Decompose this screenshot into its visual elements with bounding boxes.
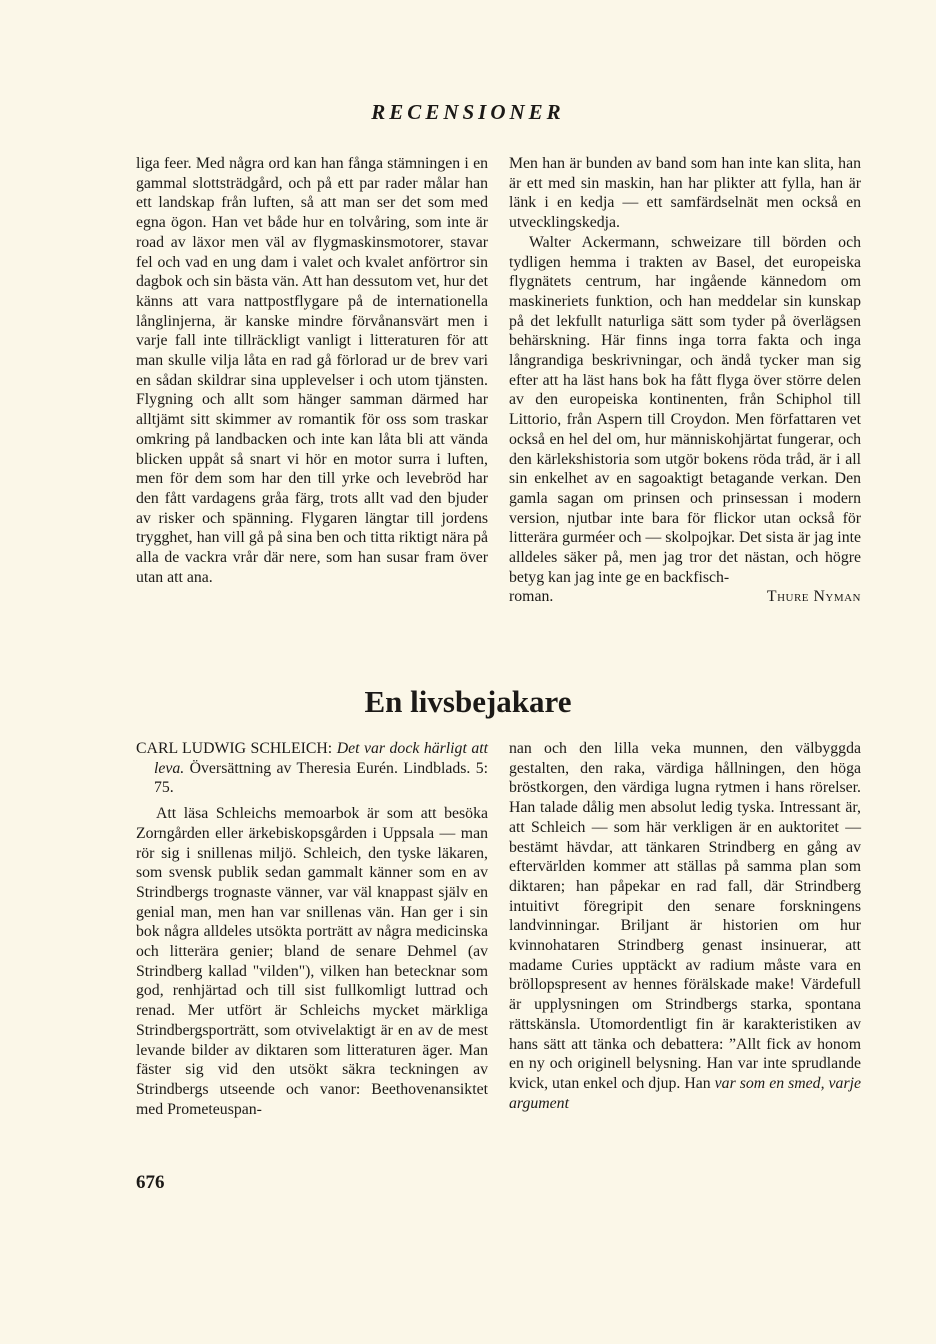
review2-right-column: [509, 739, 861, 1113]
book-title: Det var dock härligt att leva.: [154, 740, 489, 777]
review1-signature-line: [509, 587, 861, 607]
review2-right-paragraph: [509, 739, 861, 1113]
article-title: En livsbejakare: [364, 684, 572, 719]
review1-right-paragraph-1: Men han är bunden av band som han inte kan slita, han är ett med sin maskin, han har plikter att fylla, han är länk i en kedja — ett samfärdselnät men också en utvecklingskedja.: [509, 155, 861, 232]
book-details: Översättning av Theresia Eurén. Lindblads. 5: 75.: [154, 759, 488, 797]
review1-right-column: [509, 154, 861, 607]
running-head: RECENSIONER: [371, 100, 565, 124]
review1-left-column: [136, 154, 488, 587]
review2-right-text: nan och den lilla veka munnen, den välbyggda gestalten, den raka, värdiga hållningen, den höga bröstkorgen, den värdiga lugna rytmen i hans rörelser. Han talade dålig men absolut ledig tyska. Intressant är, att Schleich — som här verkligen är en auktoritet — bestämt hävdar, att tänkaren Strindberg en gång av eftervärlden kommer att ställas på samma plan som diktaren; han påpekar en rad fall, där Strindberg intuitivt föregripit den senare forskningens landvinningar. Briljant är historien om hur kvinnohataren Strindberg genast insinuerar, att madame Curies upptäckt av radium måste vara en bröllopspresent av hennes förälskade make! Värdefull är upplysningen om Strindbergs starka, spontana rättskänsla. Utomordentligt fin är karakteristiken av hans sätt att tänka och debattera: ”Allt fick av honom en ny och originell belysning. Han var inte sprudlande kvick, utan enkel och djup. Han: [509, 740, 861, 1092]
review1-right-paragraph-2: Walter Ackermann, schweizare till börden och tydligen hemma i trakten av Basel, det europeiska flygnätets centrum, har ingående kännedom om maskineriets funktion, och han meddelar sin kunskap på det lekfullt naturliga sätt som tyder på överlägsen behärskning. Här finns inga torra fakta och inga långrandiga beskrivningar, och ändå tycker man sig efter att ha läst hans bok ha fått flyga över större delen av den europeiska kontinenten, från Schiphol till Littorio, från Aspern till Croydon. Men författaren vet också en hel del om, hur människohjärtat fungerar, och den kärlekshistoria som utgör bokens röda tråd, är i all sin enkelhet av en sagoaktigt betagande verkan. Den gamla sagan om prinsen och prinsessan i modern version, njutbar inte bara för flickor utan också för litterära gurméer och — skolpojkar. Det sista är jag inte alldeles säker på, men jag tror det nästan, och högre betyg kan jag inte ge en backfisch-: [509, 233, 861, 586]
review2-right-italic-text: var som en smed, varje argument: [509, 1074, 861, 1112]
review1-left-paragraph: liga feer. Med några ord kan han fånga stämningen i en gammal slottsträdgård, och på ett par rader målar han ett landskap från luften, så att man ser det som med egna ögon. Han vet både hur en tolvåring, som inte är road av läxor men väl av flygmaskinsmotorer, stavar fel och vad en ung dam i valet och kvalet anförtror sin dagbok och sin bästa vän. Att han dessutom vet, hur det känns att vara nattpostflygare på de internationella långlinjerna, är kanske mindre förvånansvärt men i varje fall inte tillräckligt vanligt i litteraturen för att man skulle vilja låta en rad gå förlorad ur de brev vari en sådan skildrar sina upplevelser i och utom tjänsten. Flygning och allt som hänger samman därmed har alltjämt sitt skimmer av romantik för oss som traskar omkring på landbacken och inte kan låta bli att vända blicken uppåt så snart vi hör en motor surra i luften, men för dem som har den till yrke och levebröd har den fått vardagens gråa färg, trots allt vad den bjuder av risker och spänning. Flygaren längtar till jordens trygghet, han vill gå på sina ben och titta riktigt nära på alla de vackra vrår där nere, som han susar fram över utan att ana.: [136, 155, 488, 586]
book-author: CARL LUDWIG SCHLEICH:: [136, 740, 333, 757]
review1-last-word: roman.: [509, 588, 554, 606]
book-reference: [136, 739, 488, 798]
review2-left-column: [136, 739, 488, 1119]
review1-signature: Thure Nyman: [766, 588, 861, 606]
review2-left-paragraph: Att läsa Schleichs memoarbok är som att besöka Zorngården eller ärkebiskopsgården i Uppsala — man rör sig i snillenas miljö. Schleich, den tyske läkaren, som svensk publik sedan gammalt känner som en av Strindbergs trognaste vänner, var väl knappast själv en genial man, men han var snillenas vän. Han ger i sin bok några alldeles utsökta porträtt av några medicinska och litterära genier; bland de senare Dehmel (av Strindberg kallad "vilden"), vilken han betecknar som god, renhjärtad och till sist fullkomligt luttrad och renad. Mer utfört är Schleichs mycket märkliga Strindbergsporträtt, som otvivelaktigt är en av de mest levande bilder av diktaren som litteraturen äger. Man fäster sig vid den utsökt säkra teckningen av Strindbergs utseende och vanor: Beethovenansiktet med Prometeuspan-: [136, 805, 488, 1118]
page-number: 676: [136, 1172, 165, 1193]
